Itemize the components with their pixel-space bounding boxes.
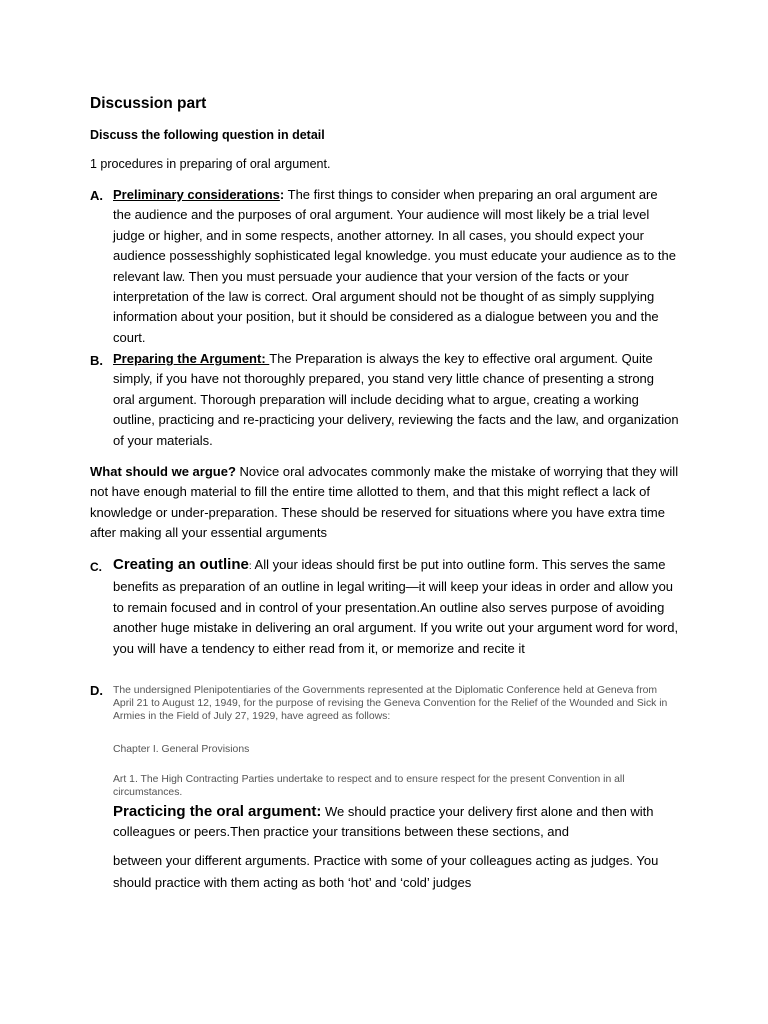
argue-text: Novice oral advocates commonly make the mistake of worrying that they will not have enough material to fill the entire time allotted to them, and that this might reflect a lack of knowledge or under-preparation. These should be reserved for situations where you have extra time after making all your essential arguments xyxy=(90,464,679,541)
item-b-text: The Preparation is always the key to effective oral argument. Quite simply, if you have not thoroughly prepared, you stand very little chance of presenting a strong oral argument. Thorough preparation will include deciding what to argue, creating a working outline, practicing and re-practicing your delivery, reviewing the facts and the law, and organization of your materials. xyxy=(113,351,679,448)
item-c-title: Creating an outline xyxy=(113,556,249,573)
item-c-colon: : xyxy=(248,561,252,572)
item-c-text: All your ideas should first be put into outline form. This serves the same benefits as preparation of an outline in legal writing—it will keep your ideas in order and allow you to remain focused and in control of your presentation.An outline also serves purpose of avoiding another huge mistake in delivering an oral argument. If you write out your argument word for word, you will have a tendency to either read from it, or memorize and recite it xyxy=(113,557,679,656)
item-a-title: Preliminary considerations xyxy=(113,187,280,202)
item-c-marker: C. xyxy=(90,560,102,574)
geneva-intro: The undersigned Plenipotentiaries of the Governments represented at the Diplomatic Conference held at Geneva from April 21 to August 12, 1949, for the purpose of revising the Geneva Convention for the Relief of the Wounded and Sick in Armies in the Field of July 27, 1929, have agreed as follows: xyxy=(113,685,668,723)
item-c-paragraph xyxy=(113,555,679,659)
item-d-paragraph-2: between your different arguments. Practice with some of your colleagues acting as judges. You should practice with them acting as both ‘hot’ and ‘cold’ judges xyxy=(113,853,659,890)
item-a-marker: A. xyxy=(90,188,103,203)
argue-paragraph xyxy=(90,462,682,544)
item-d-paragraph xyxy=(113,802,673,843)
question-text: 1 procedures in preparing of oral argument. xyxy=(90,157,331,171)
instruction-text: Discuss the following question in detail xyxy=(90,128,325,142)
page-heading: Discussion part xyxy=(90,95,207,112)
geneva-article: Art 1. The High Contracting Parties undertake to respect and to ensure respect for the present Convention in all circumstances. xyxy=(113,774,625,799)
item-b-title: Preparing the Argument: xyxy=(113,351,270,366)
item-a-colon: : xyxy=(279,187,285,202)
item-d-text1: We should practice your delivery first alone and then with colleagues or peers.Then practice your transitions between these sections, and xyxy=(113,804,654,840)
item-b-marker: B. xyxy=(90,353,103,368)
item-a-paragraph xyxy=(113,185,679,348)
item-d-title: Practicing the oral argument: xyxy=(113,803,322,820)
item-b-paragraph xyxy=(113,349,679,451)
geneva-chapter: Chapter I. General Provisions xyxy=(113,744,250,755)
item-d-marker: D. xyxy=(90,683,103,698)
argue-title: What should we argue? xyxy=(90,464,236,479)
item-a-text: The first things to consider when preparing an oral argument are the audience and the purposes of oral argument. Your audience will most likely be a trial level judge or higher, and in some respects, another attorney. In all cases, you should expect your audience possesshighly sophisticated legal knowledge. you must educate your audience as to the relevant law. Then you must persuade your audience that your version of the facts or your interpretation of the law is correct. Oral argument should not be thought of as simply supplying information about your position, but it should be considered as a dialogue between you and the court. xyxy=(113,187,676,345)
